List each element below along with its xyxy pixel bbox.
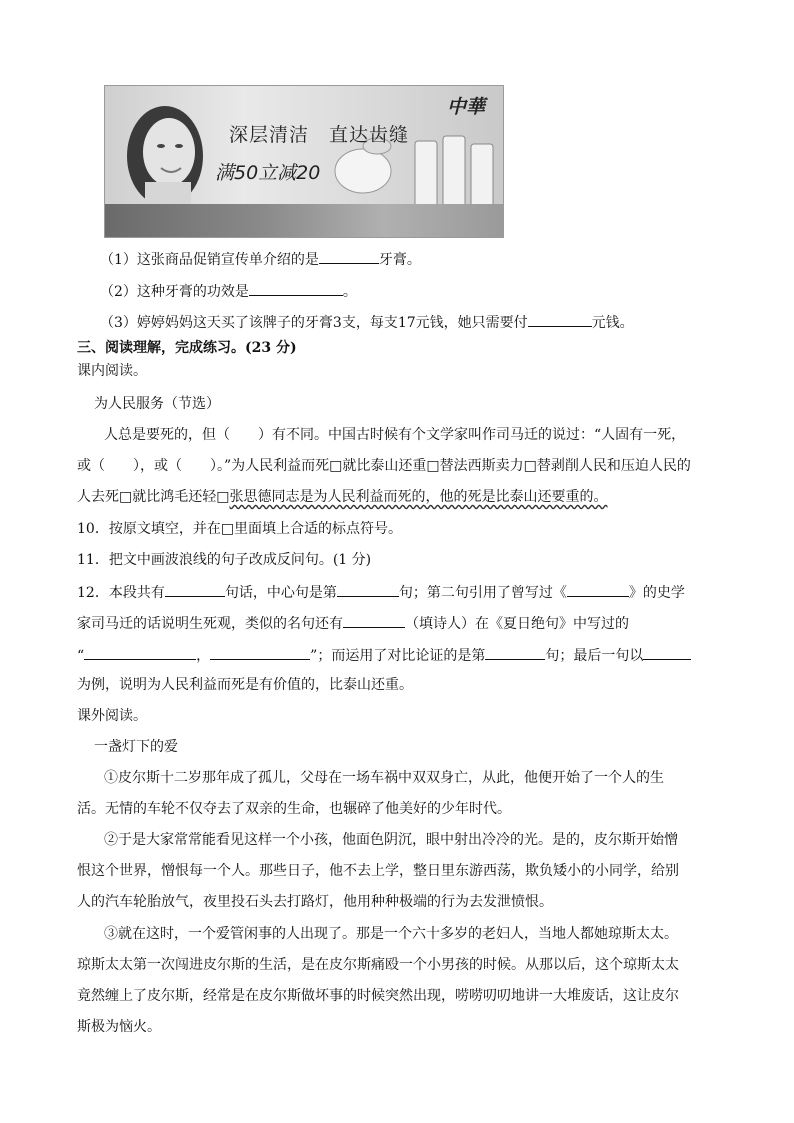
answer-blank[interactable]: [337, 581, 399, 597]
ad-slogan: 深层清洁 直达齿缝: [229, 124, 410, 146]
answer-blank[interactable]: [643, 644, 691, 660]
outclass-label: 课外阅读。: [77, 708, 147, 724]
q12-text: “: [77, 648, 85, 664]
question-10: 10．按原文填空，并在□里面填上合适的标点符号。: [77, 521, 403, 537]
ad-brand-logo: 中華: [447, 96, 486, 118]
passage-title-2: 一盏灯下的爱: [94, 739, 178, 755]
answer-blank[interactable]: [567, 581, 629, 597]
section-heading: 三、阅读理解，完成练习。(23 分): [77, 340, 297, 356]
question-ad-3: [100, 311, 634, 333]
passage-1-line-2: 或（ ），或（ ）。”为人民利益而死□就比泰山还重□替法西斯卖力□替剥削人民和压迫人民的: [77, 458, 691, 474]
q3-text: （3）婷婷妈妈这天买了该牌子的牙膏3支，每支17元钱，她只需要付: [100, 315, 528, 331]
question-12-line-4: 为例，说明为人民利益而死是有价值的，比泰山还重。: [77, 677, 413, 693]
q12-text: ，: [196, 648, 211, 664]
question-ad-2: [100, 280, 357, 302]
q1-text: （1）这张商品促销宣传单介绍的是: [100, 252, 319, 268]
wavy-underlined-sentence: 张思德同志是为人民利益而死的，他的死是比泰山还要重的。: [229, 489, 608, 505]
answer-blank[interactable]: [165, 581, 225, 597]
q3-suffix: 元钱。: [591, 315, 634, 331]
question-ad-1: [100, 248, 421, 270]
q12-text: 句；第二句引用了曾写过《: [398, 585, 567, 601]
answer-blank[interactable]: [528, 311, 592, 327]
question-12-line-1: [77, 581, 685, 603]
q12-text: 句；最后一句以: [545, 648, 644, 664]
question-11: 11．把文中画波浪线的句子改成反问句。(1 分): [77, 552, 372, 568]
paragraph-3-line-4: 斯极为恼火。: [77, 1019, 161, 1035]
paragraph-3-line-2: 琼斯太太第一次闯进皮尔斯的生活，是在皮尔斯痛殴一个小男孩的时候。从那以后，这个琼斯太太: [77, 957, 679, 973]
q2-text: （2）这种牙膏的功效是: [100, 284, 249, 300]
answer-blank[interactable]: [343, 612, 405, 628]
paragraph-2-line-2: 恨这个世界，憎恨每一个人。那些日子，他不去上学，整日里东游西荡，欺负矮小的小同学，给别: [77, 863, 679, 879]
q12-text: 家司马迁的话说明生死观，类似的名句还有: [77, 616, 343, 632]
answer-blank[interactable]: [319, 248, 379, 264]
q12-text: （填诗人）在《夏日绝句》中写过的: [405, 616, 629, 632]
question-12-line-3: [77, 644, 691, 666]
answer-blank[interactable]: [249, 280, 343, 296]
q12-text: 句话，中心句是第: [224, 585, 337, 601]
answer-blank[interactable]: [84, 644, 196, 660]
passage-title-1: 为人民服务（节选）: [94, 396, 220, 412]
ad-promo: 满50立减20: [215, 162, 321, 184]
paragraph-3-line-3: 竟然缠上了皮尔斯，经常是在皮尔斯做坏事的时候突然出现，唠唠叨叨地讲一大堆废话，这让皮尔: [77, 988, 679, 1004]
ad-bottom-stripe: [105, 204, 503, 238]
passage-text: 人去死□就比鸿毛还轻□: [77, 489, 230, 505]
paragraph-1-line-2: 活。无情的车轮不仅夺去了双亲的生命，也辗碎了他美好的少年时代。: [77, 801, 511, 817]
paragraph-2-line-1: ②于是大家常常能看见这样一个小孩，他面色阴沉，眼中射出冷冷的光。是的，皮尔斯开始憎: [104, 832, 678, 848]
q12-text: ”；而运用了对比论证的是第: [310, 648, 486, 664]
passage-1-line-3: [77, 487, 607, 507]
paragraph-3-line-1: ③就在这时，一个爱管闲事的人出现了。那是一个六十多岁的老妇人，当地人都她琼斯太太。: [104, 926, 678, 942]
q12-text: 12．本段共有: [77, 585, 165, 601]
paragraph-1-line-1: ①皮尔斯十二岁那年成了孤儿，父母在一场车祸中双双身亡，从此，他便开始了一个人的生: [104, 770, 664, 786]
answer-blank[interactable]: [485, 644, 545, 660]
answer-blank[interactable]: [210, 644, 310, 660]
passage-1-line-1: 人总是要死的，但（ ）有不同。中国古时候有个文学家叫作司马迁的说过：“人固有一死，: [104, 427, 686, 443]
q1-suffix: 牙膏。: [378, 252, 421, 268]
toothpaste-ad-image: [104, 85, 504, 238]
paragraph-2-line-3: 人的汽车轮胎放气，夜里投石头去打路灯，他用种种极端的行为去发泄愤恨。: [77, 894, 553, 910]
q12-text: 》的史学: [628, 585, 685, 601]
q2-suffix: 。: [342, 284, 357, 300]
question-12-line-2: [77, 612, 629, 634]
inclass-label: 课内阅读。: [77, 363, 147, 379]
